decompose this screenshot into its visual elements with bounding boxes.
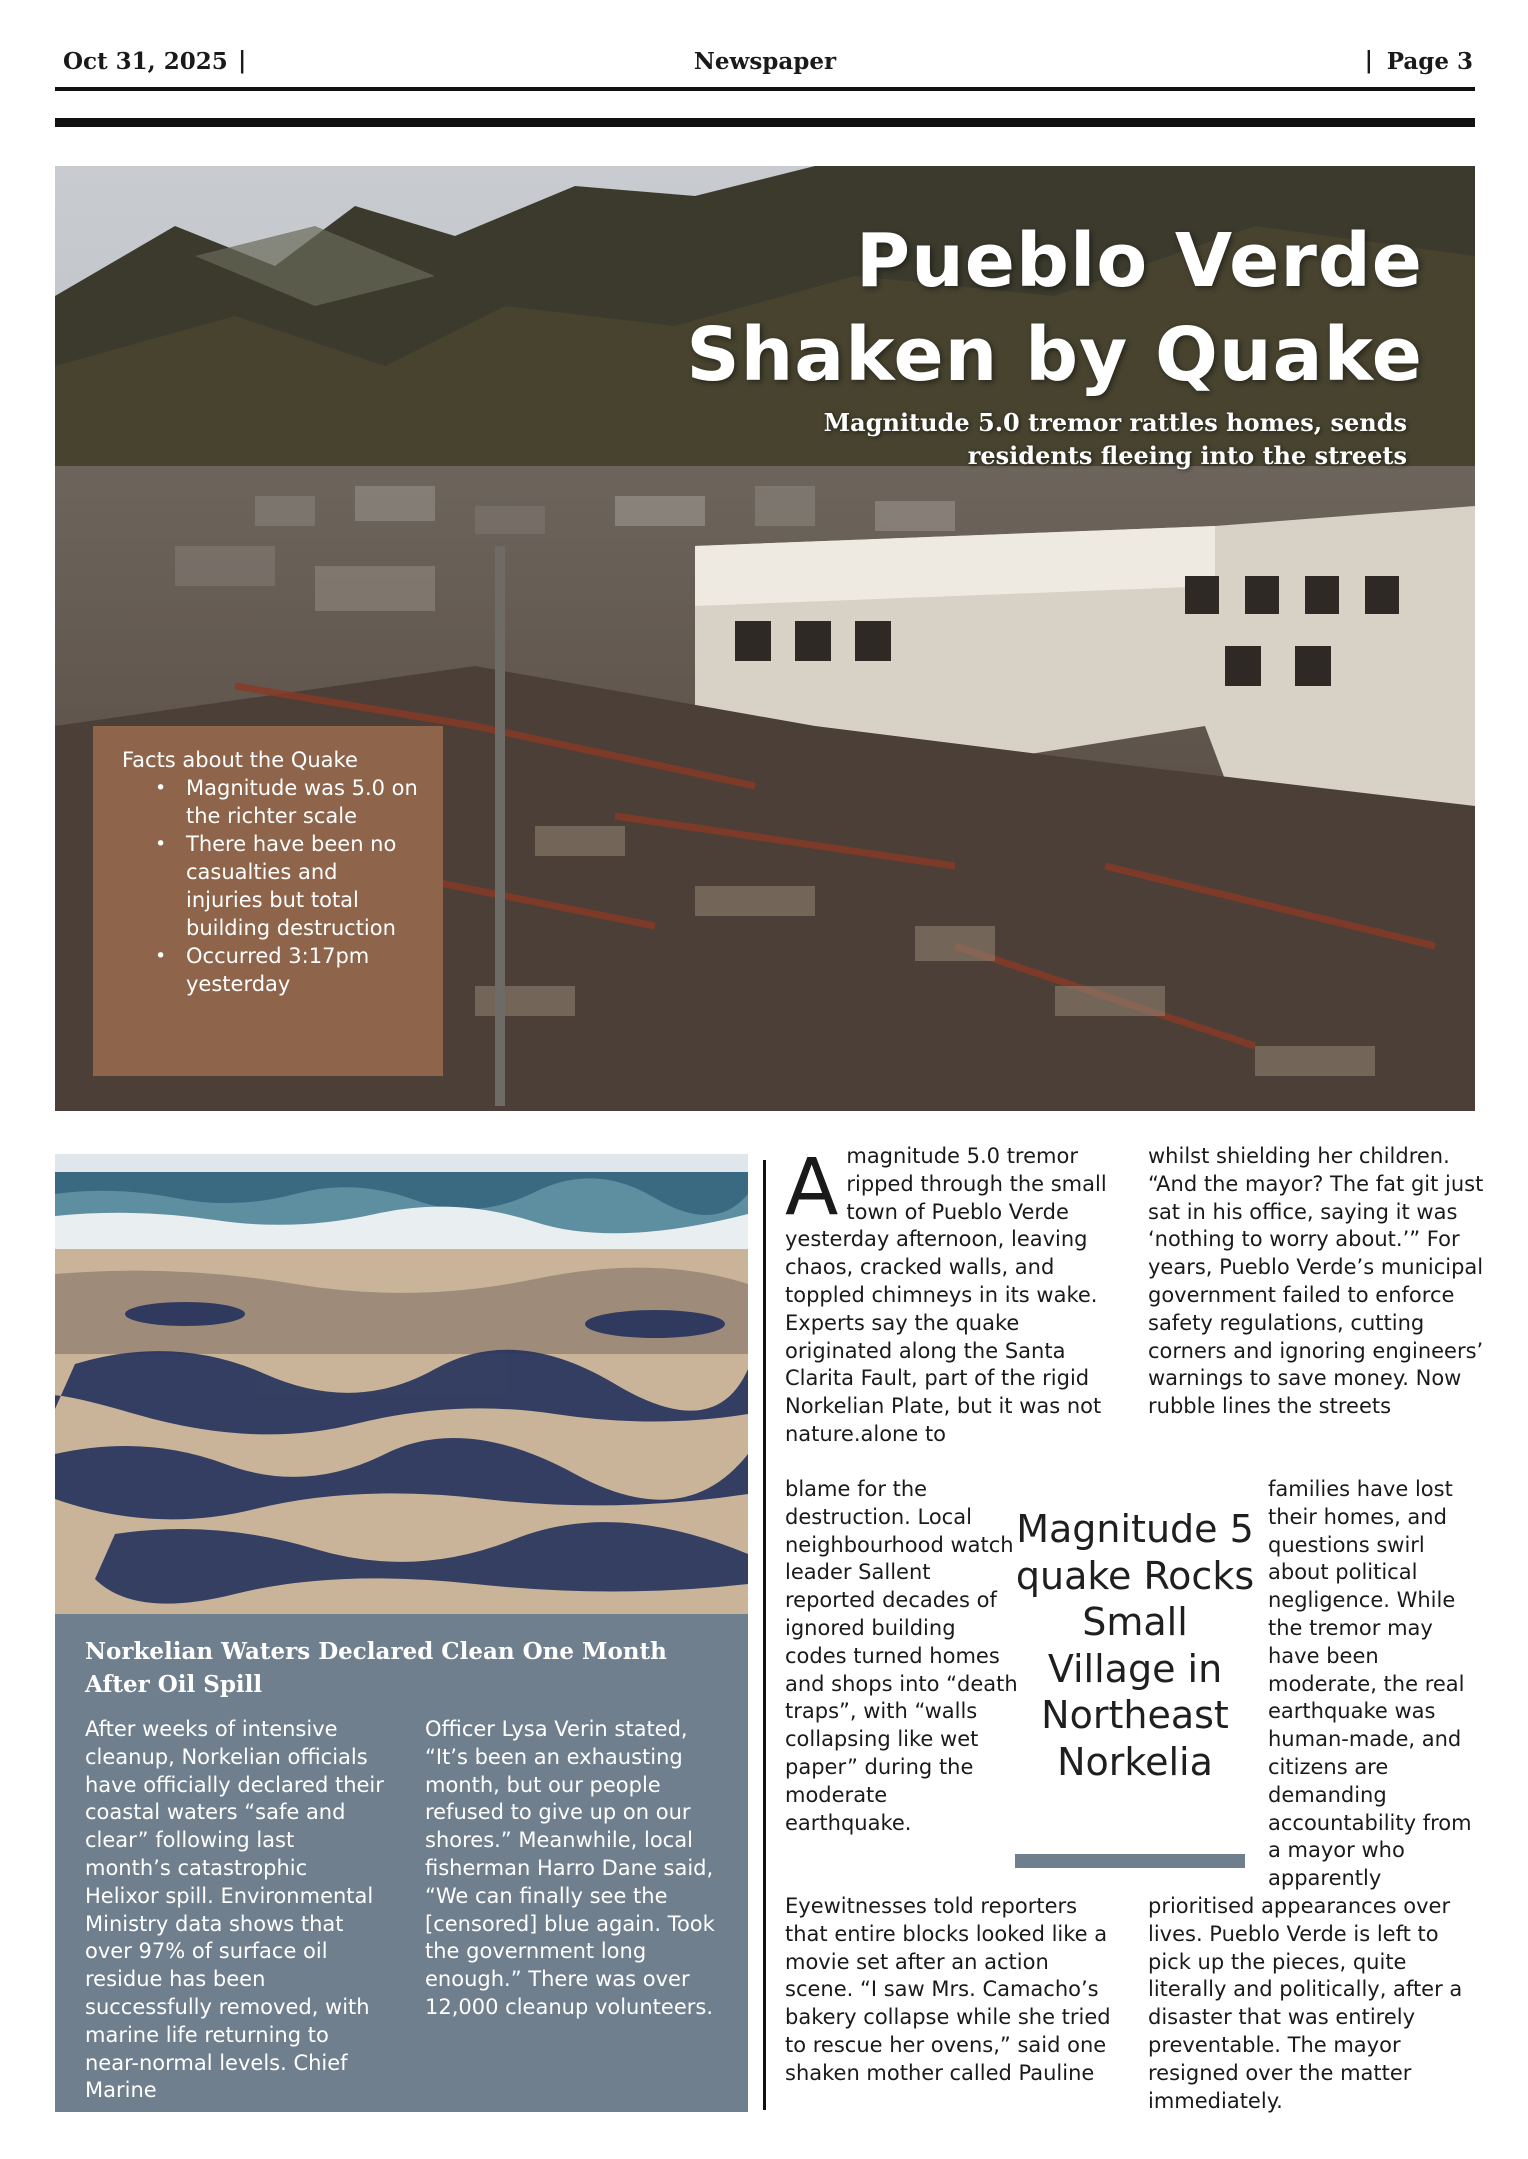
article-part-b: blame for the destruction. Local neighbourhood watch leader Sallent reported decades of ignored building codes turned homes and shops into “death traps”, with “walls collapsing like wet paper” during the moderate earthquake.: [785, 1477, 1018, 1835]
article-part-d: whilst shielding her children. “And the mayor? The fat git just sat in his office, saying it was ‘nothing to worry about.’” For years, Pueblo Verde’s municipal government failed to enforce safety regulations, cutting corners and ignoring engineers’ warnings to save money. Now rubble lines the streets: [1148, 1144, 1484, 1419]
main-headline: [686, 214, 1423, 402]
article-part-a: [785, 1143, 1115, 1449]
oil-spill-article: [55, 1614, 748, 2112]
article-text-a: magnitude 5.0 tremor ripped through the small town of Pueblo Verde yesterday afternoon, leaving chaos, cracked walls, and toppled chimneys in its wake. Experts say the quake originated along the Santa Clarita Fault, part of the rigid Norkelian Plate, but it was not nature.alone to: [785, 1144, 1107, 1446]
oil-spill-column-2: Officer Lysa Verin stated, “It’s been an exhausting month, but our people refused to give up on our shores.” Meanwhile, local fisherman Harro Dane said, “We can finally see the [censored] blue again. Took the government long enough.” There was over 12,000 cleanup volunteers.: [425, 1717, 715, 2019]
facts-box: [93, 726, 443, 1076]
facts-heading: Facts about the Quake: [122, 748, 358, 772]
main-headline-line2: Shaken by Quake: [686, 312, 1423, 398]
oil-spill-column-1: After weeks of intensive cleanup, Norkelian officials have officially declared their coastal waters “safe and clear” following last month’s catastrophic Helixor spill. Environmental Ministry data shows that over 97% of surface oil residue has been successfully removed, with marine life returning to near-normal levels. Chief Marine: [85, 1717, 384, 2103]
facts-list: [122, 774, 419, 998]
publication-title: Newspaper: [693, 48, 837, 75]
header-divider-thick: [55, 118, 1475, 127]
pull-quote-bar: [1015, 1854, 1245, 1868]
article-part-f: prioritised appearances over lives. Pueblo Verde is left to pick up the pieces, quite literally and politically, after a disaster that was entirely preventable. The mayor resigned over the matter immediately.: [1148, 1894, 1463, 2113]
column-divider: [763, 1160, 766, 2110]
page-header: [55, 48, 1475, 82]
beach-image: [55, 1154, 748, 1614]
page-number: Page 3: [1386, 48, 1473, 75]
hero-image: [55, 166, 1475, 1111]
header-separator-right: |: [1364, 47, 1373, 74]
issue-date: Oct 31, 2025: [63, 48, 228, 75]
article-part-e: families have lost their homes, and questions swirl about political negligence. While the tremor may have been moderate, the real earthquake was human-made, and citizens are demanding accountability from a mayor who apparently: [1268, 1477, 1472, 1891]
facts-item: • Occurred 3:17pm yesterday: [122, 942, 419, 998]
oil-spill-headline: Norkelian Waters Declared Clean One Month After Oil Spill: [85, 1638, 667, 1698]
pull-quote: Magnitude 5 quake Rocks Small Village in Northeast Norkelia: [1015, 1507, 1255, 1784]
header-divider-thin: [55, 87, 1475, 91]
facts-item: • Magnitude was 5.0 on the richter scale: [122, 774, 419, 830]
header-separator-left: |: [238, 47, 247, 74]
main-headline-line1: Pueblo Verde: [855, 218, 1423, 304]
drop-cap: A: [785, 1143, 839, 1233]
oil-spill-beach-photo: [55, 1154, 748, 1614]
main-subheadline: Magnitude 5.0 tremor rattles homes, sends residents fleeing into the streets: [823, 408, 1407, 470]
article-part-c: Eyewitnesses told reporters that entire blocks looked like a movie set after an action scene. “I saw Mrs. Camacho’s bakery collapse while she tried to rescue her ovens,” said one shaken mother called Pauline: [785, 1894, 1111, 2085]
facts-item: • There have been no casualties and injuries but total building destruction: [122, 830, 419, 942]
